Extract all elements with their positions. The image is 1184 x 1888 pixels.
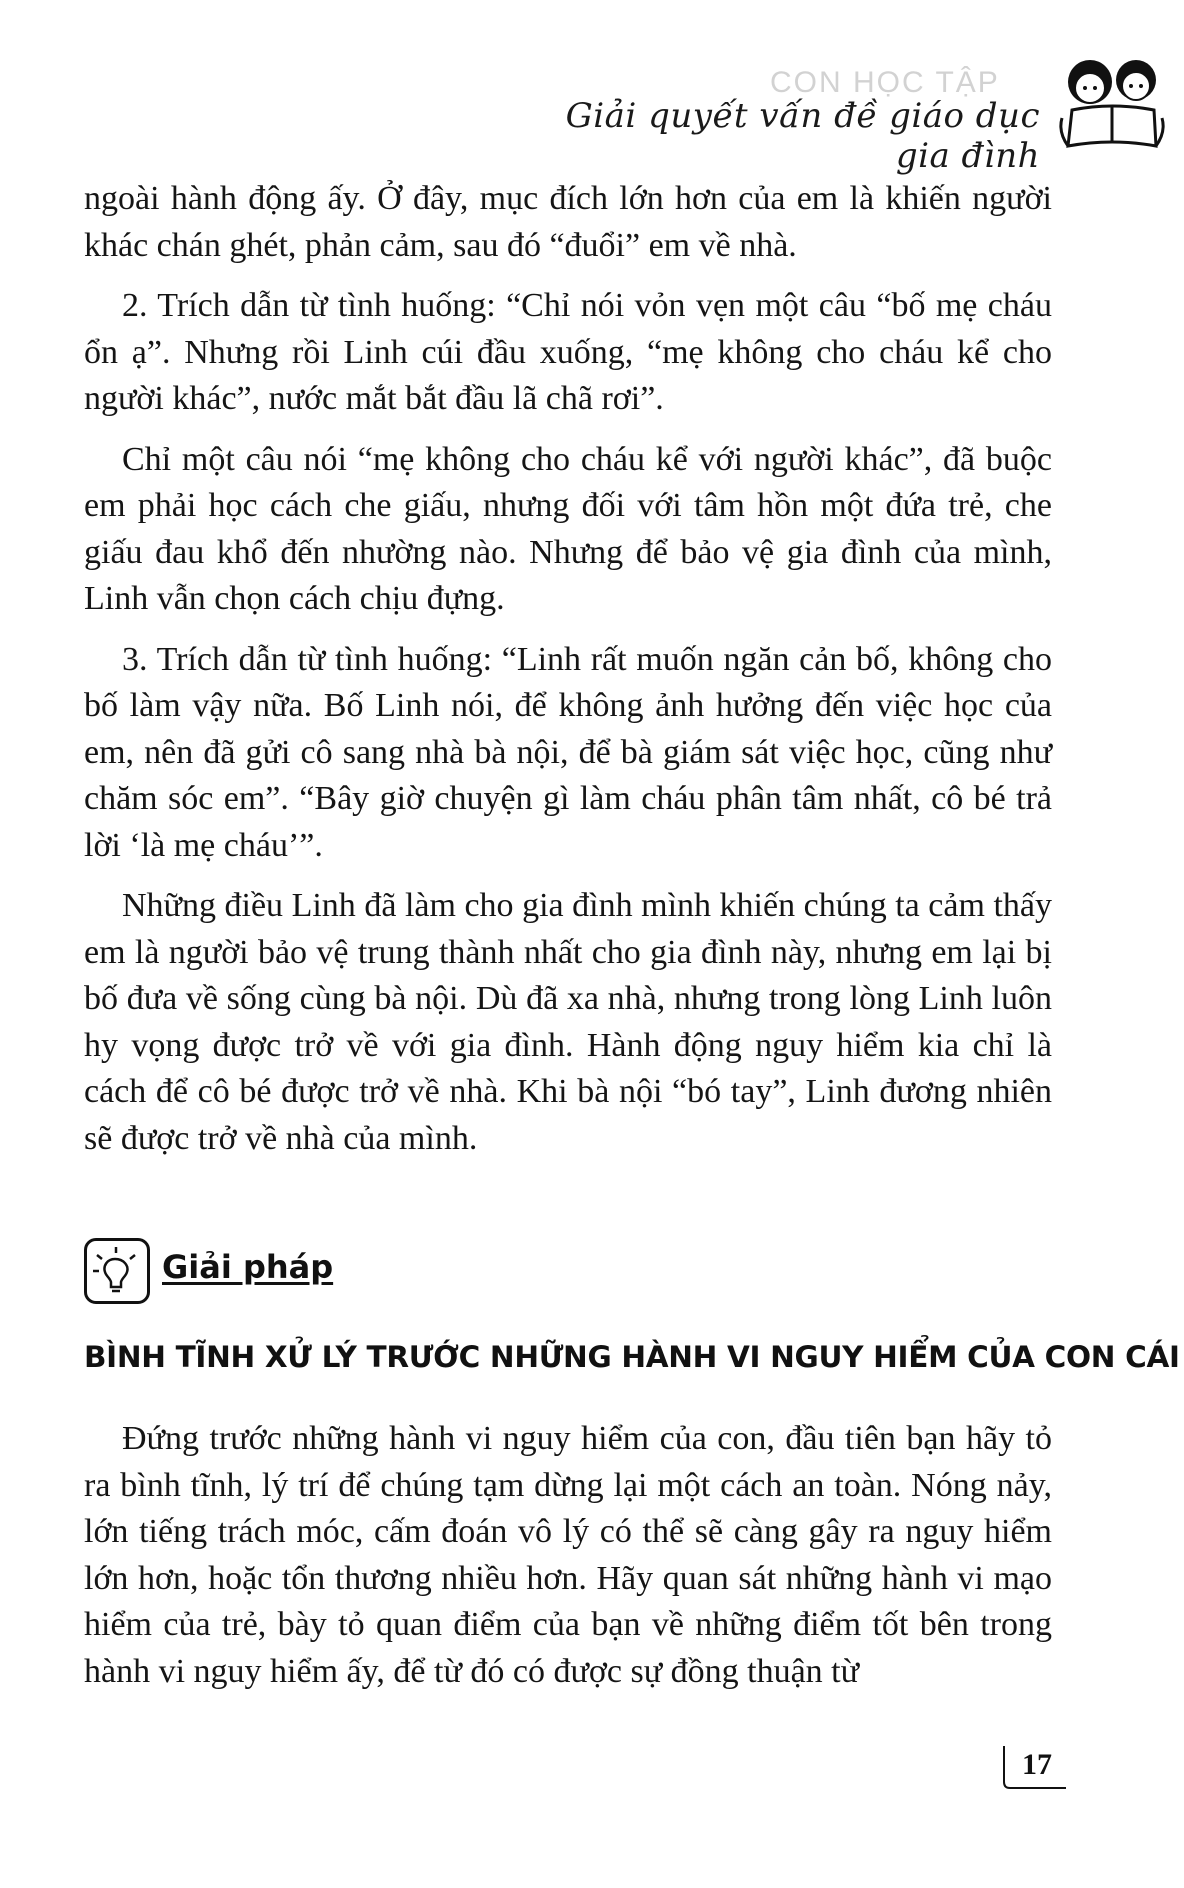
body-text-top [84,176,1052,1162]
solution-section-header [84,1238,684,1308]
paragraph: Đứng trước những hành vi nguy hiểm của con, đầu tiên bạn hãy tỏ ra bình tĩnh, lý trí để chúng tạm dừng lại một cách an toàn. Nóng nảy, lớn tiếng trách móc, cấm đoán vô lý có thể sẽ càng gây ra nguy hiểm lớn hơn, hoặc tổn thương nhiều hơn. Hãy quan sát những hành vi mạo hiểm của trẻ, bày tỏ quan điểm của bạn về những điểm tốt bên trong hành vi nguy hiểm ấy, để từ đó có được sự đồng thuận từ [84,1420,1052,1690]
paragraph: Những điều Linh đã làm cho gia đình mình khiến chúng ta cảm thấy em là người bảo vệ trung thành nhất cho gia đình này, nhưng em lại bị bố đưa về sống cùng bà nội. Dù đã xa nhà, nhưng trong lòng Linh luôn hy vọng được trở về với gia đình. Hành động nguy hiểm kia chỉ là cách để cô bé được trở về nhà. Khi bà nội “bó tay”, Linh đương nhiên sẽ được trở về nhà của mình. [84,887,1052,1157]
paragraph: Chỉ một câu nói “mẹ không cho cháu kể với người khác”, đã buộc em phải học cách che giấu, nhưng đối với tâm hồn một đứa trẻ, che giấu đau khổ đến nhường nào. Nhưng để bảo vệ gia đình của mình, Linh vẫn chọn cách chịu đựng. [84,440,1052,617]
section-subheading: BÌNH TĨNH XỬ LÝ TRƯỚC NHỮNG HÀNH VI NGUY HIỂM CỦA CON CÁI [84,1340,1180,1374]
page-number: 17 [1022,1748,1052,1781]
page-number-box [1000,1742,1070,1792]
running-header-title: Giải quyết vấn đề giáo dục gia đình [565,96,1040,176]
paragraph: 3. Trích dẫn từ tình huống: “Linh rất muốn ngăn cản bố, không cho bố làm vậy nữa. Bố Linh nói, để không ảnh hưởng đến việc học của em, nên đã gửi cô sang nhà bà nội, để bà giám sát việc học, cũng như chăm sóc em”. “Bây giờ chuyện gì làm cháu phân tâm nhất, cô bé trả lời ‘là mẹ cháu’”. [84,640,1052,864]
lightbulb-icon [87,1241,147,1301]
paragraph: 2. Trích dẫn từ tình huống: “Chỉ nói vỏn vẹn một câu “bố mẹ cháu ổn ạ”. Nhưng rồi Linh cúi đầu xuống, “mẹ không cho cháu kể cho người khác”, nước mắt bắt đầu lã chã rơi”. [84,287,1052,417]
paragraph: ngoài hành động ấy. Ở đây, mục đích lớn hơn của em là khiến người khác chán ghét, phản cảm, sau đó “đuổi” em về nhà. [84,180,1052,264]
body-text-bottom [84,1416,1052,1695]
lightbulb-icon-box [84,1238,150,1304]
section-label: Giải pháp [162,1248,334,1286]
reading-kids-icon [1052,48,1172,158]
faint-header-label: CON HỌC TẬP [770,66,1000,99]
